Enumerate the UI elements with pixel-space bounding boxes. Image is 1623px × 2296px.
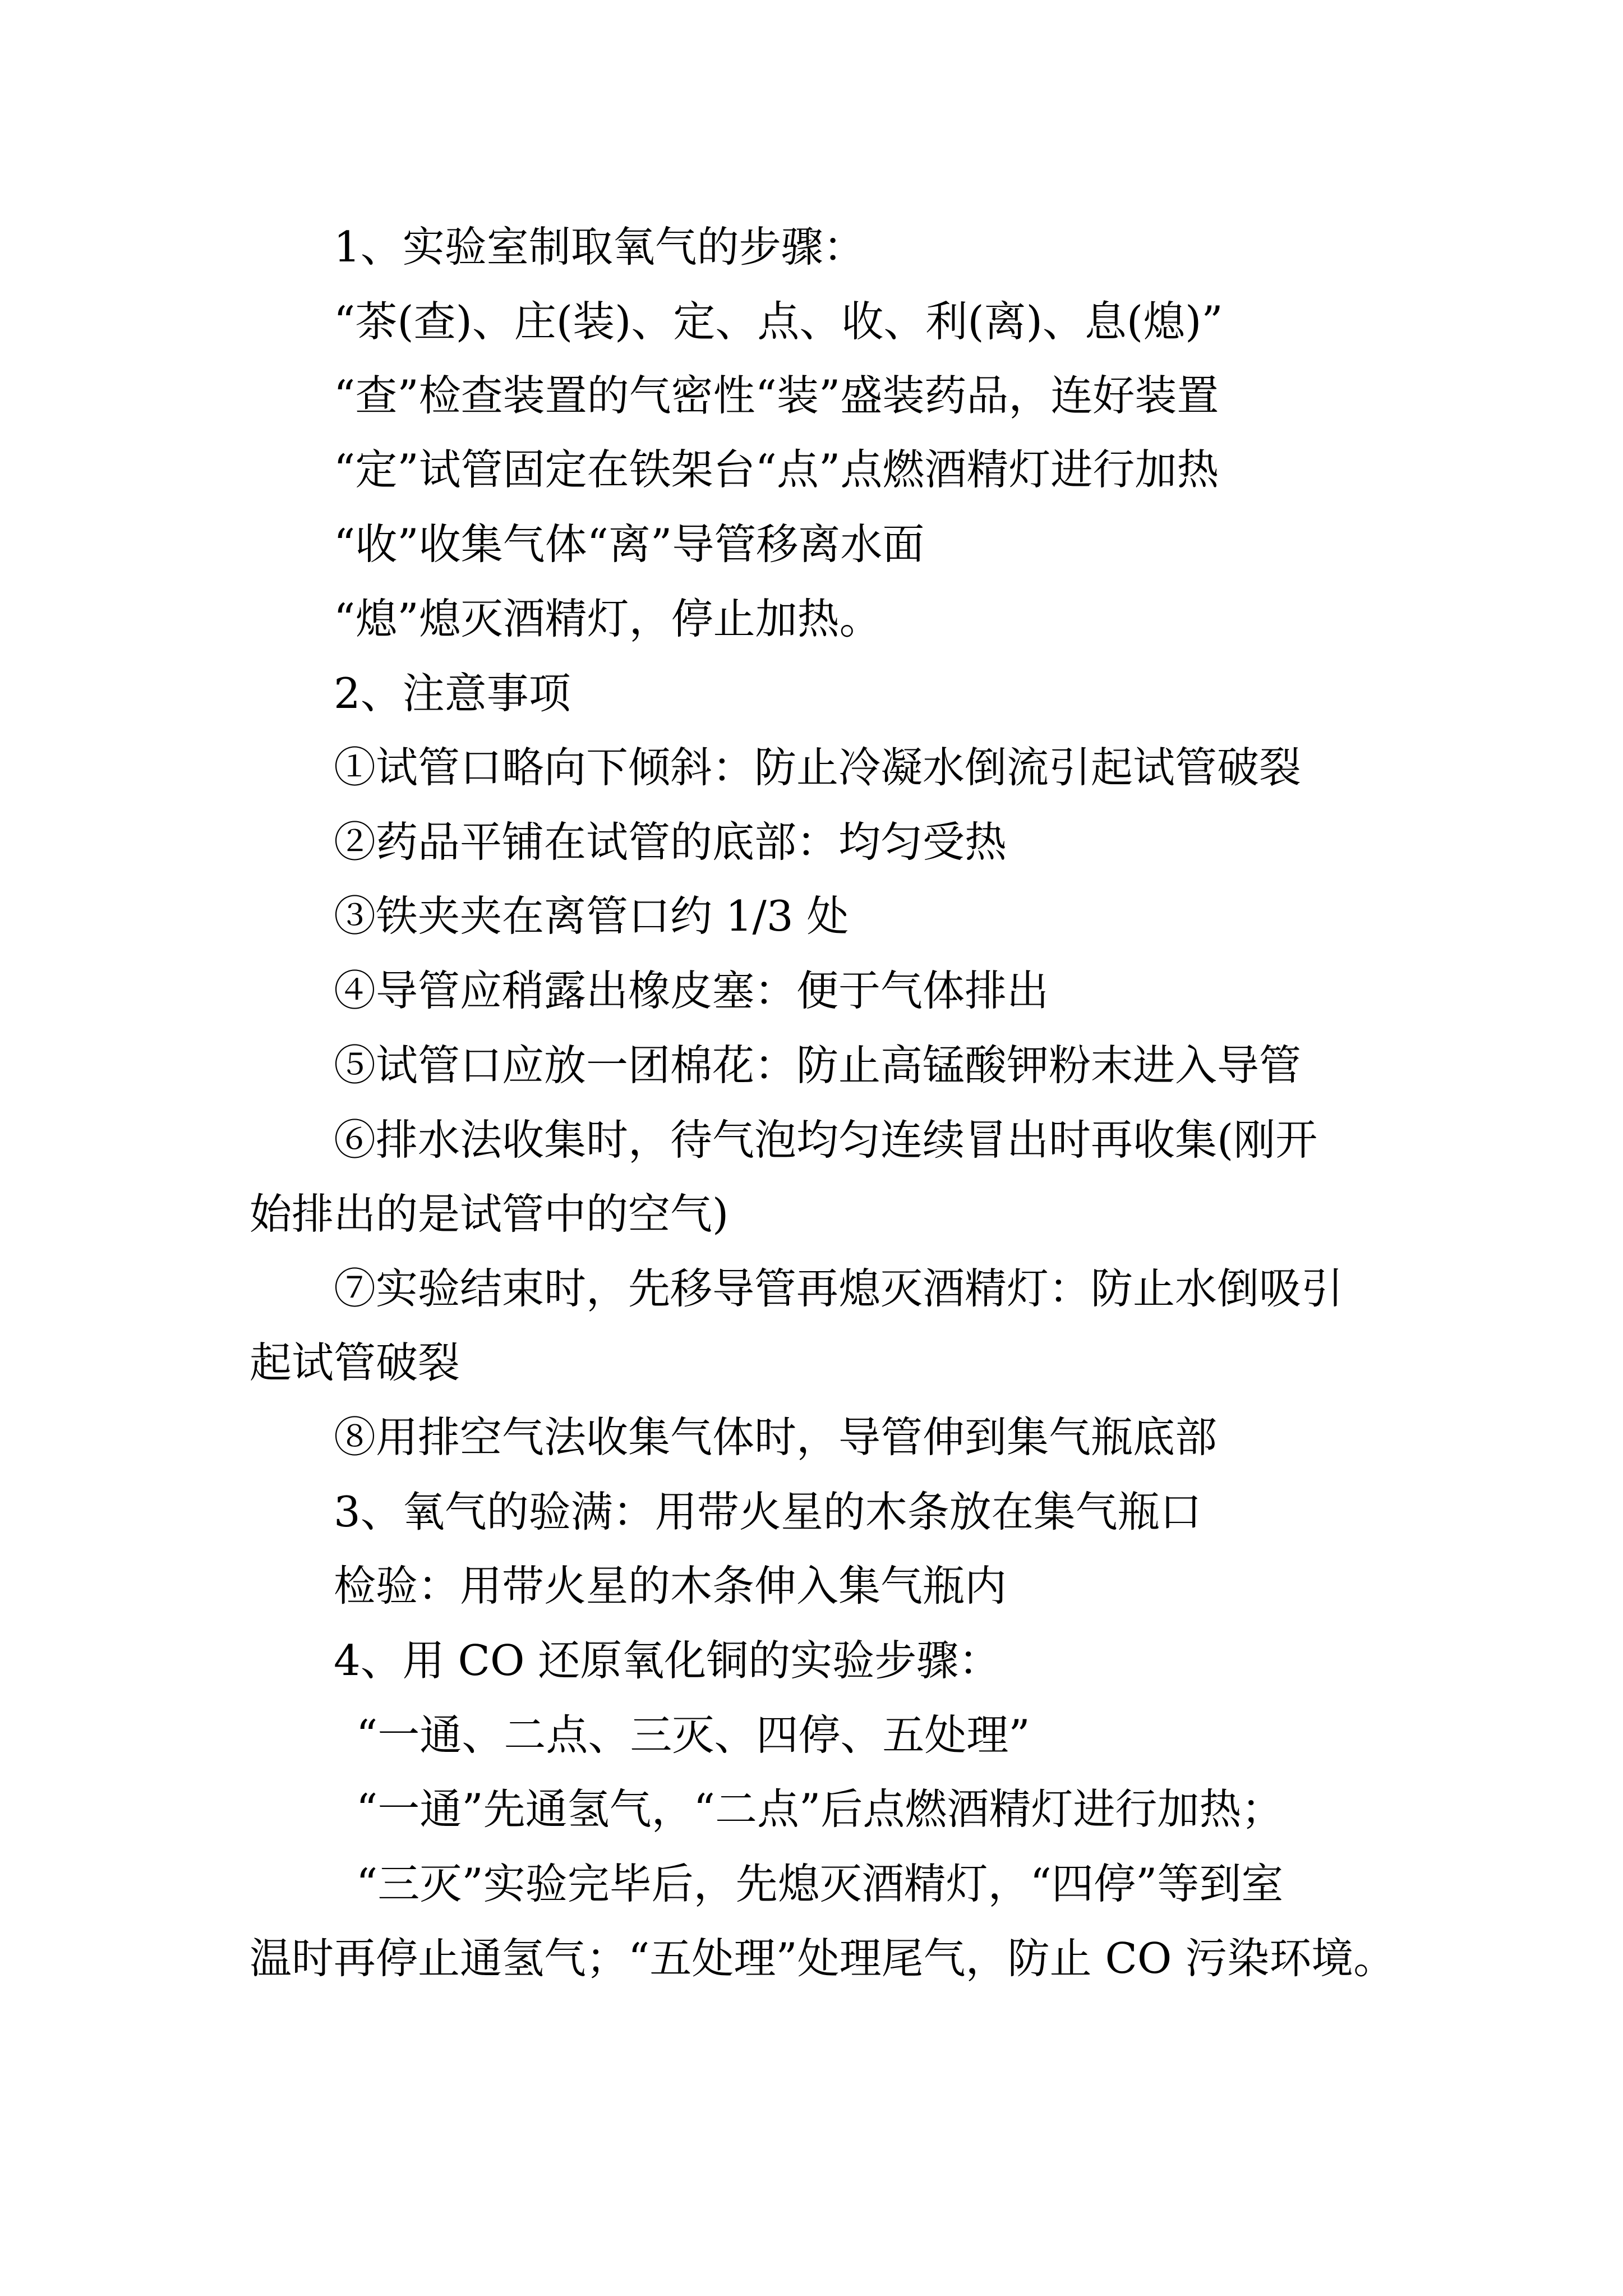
section-3-heading: 3、氧气的验满：用带火星的木条放在集气瓶口: [334, 1487, 1202, 1536]
step-line: “熄”熄灭酒精灯，停止加热。: [334, 594, 882, 643]
mnemonic-line: “一通、二点、三灭、四停、五处理”: [356, 1710, 1030, 1760]
note-item: ③铁夹夹在离管口约 1/3 处: [334, 891, 849, 941]
section-4-heading: 4、用 CO 还原氧化铜的实验步骤：: [334, 1636, 1001, 1685]
step-line: “定”试管固定在铁架台“点”点燃酒精灯进行加热: [334, 445, 1219, 494]
note-item-continuation: 起试管破裂: [250, 1338, 460, 1387]
note-item: ⑥排水法收集时，待气泡均匀连续冒出时再收集(刚开: [334, 1115, 1318, 1165]
note-item: ④导管应稍露出橡皮塞：便于气体排出: [334, 966, 1049, 1015]
section-2-heading: 2、注意事项: [334, 669, 571, 718]
note-item: ⑦实验结束时，先移导管再熄灭酒精灯：防止水倒吸引: [334, 1264, 1344, 1313]
mnemonic-line: “茶(查)、庄(装)、定、点、收、利(离)、息(熄)”: [334, 297, 1223, 346]
note-item: ⑧用排空气法收集气体时，导管伸到集气瓶底部: [334, 1412, 1218, 1462]
note-item: ①试管口略向下倾斜：防止冷凝水倒流引起试管破裂: [334, 743, 1302, 792]
note-item-continuation: 始排出的是试管中的空气): [250, 1189, 729, 1239]
step-line: “一通”先通氢气，“二点”后点燃酒精灯进行加热；: [356, 1784, 1284, 1834]
step-line: “查”检查装置的气密性“装”盛装药品，连好装置: [334, 371, 1219, 420]
note-item: ②药品平铺在试管的底部：均匀受热: [334, 817, 1007, 867]
step-line: “三灭”实验完毕后，先熄灭酒精灯，“四停”等到室: [356, 1859, 1284, 1908]
note-item: ⑤试管口应放一团棉花：防止高锰酸钾粉末进入导管: [334, 1041, 1302, 1090]
step-line: “收”收集气体“离”导管移离水面: [334, 519, 925, 569]
section-1-heading: 1、实验室制取氧气的步骤：: [334, 222, 865, 272]
step-line-continuation: 温时再停止通氢气；“五处理”处理尾气，防止 CO 污染环境。: [250, 1934, 1396, 1983]
test-line: 检验：用带火星的木条伸入集气瓶内: [334, 1561, 1007, 1611]
